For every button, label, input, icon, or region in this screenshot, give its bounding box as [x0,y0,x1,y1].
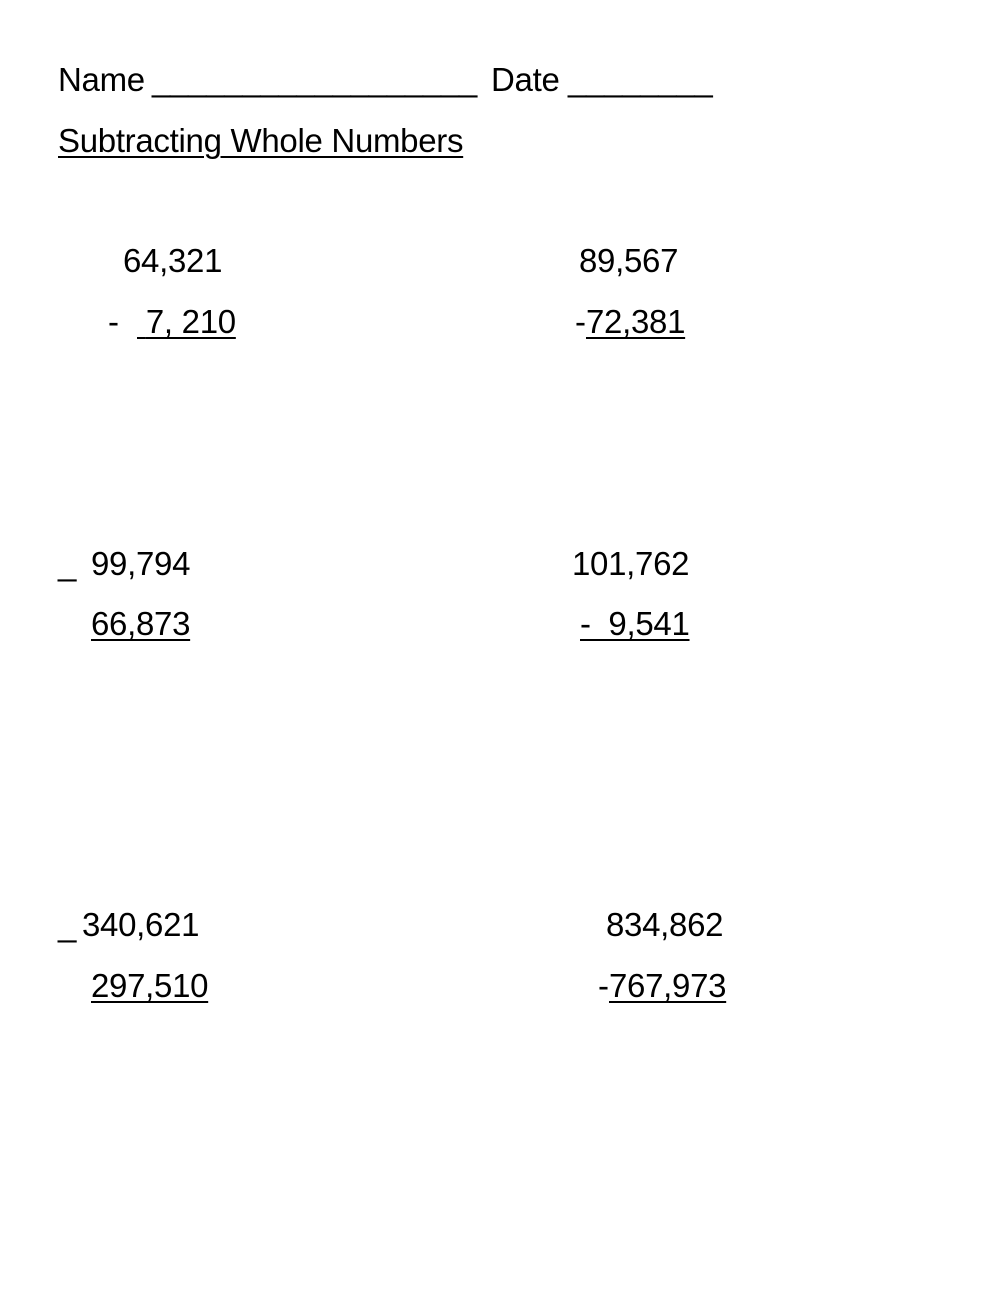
problem-2-top: 89,567 [579,242,679,279]
problem-1-bottom: 7, 210 [145,303,236,340]
problem-5-top: 340,621 [82,906,200,943]
problem-2-bottom: 72,381 [586,303,686,340]
worksheet-title: Subtracting Whole Numbers [58,122,464,159]
problem-2-sign: - [575,303,586,340]
problem-1-top: 64,321 [123,242,223,279]
problem-5-sign: _ [58,906,77,943]
problem-4-top: 101,762 [572,545,690,582]
problem-3-bottom: 66,873 [91,605,191,642]
date-label: Date [491,61,560,98]
name-label: Name [58,61,145,98]
problem-3-top: 99,794 [91,545,191,582]
problem-3-sign: _ [58,545,77,582]
name-blank[interactable]: __________________ [152,61,477,98]
problem-6-bottom: 767,973 [609,967,727,1004]
problem-6-sign: - [598,967,609,1004]
problem-1-sign: - [108,303,119,340]
date-blank[interactable]: ________ [568,61,713,98]
problem-5-bottom: 297,510 [91,967,209,1004]
problem-6-top: 834,862 [606,906,724,943]
problem-4-bottom: - 9,541 [580,605,690,642]
